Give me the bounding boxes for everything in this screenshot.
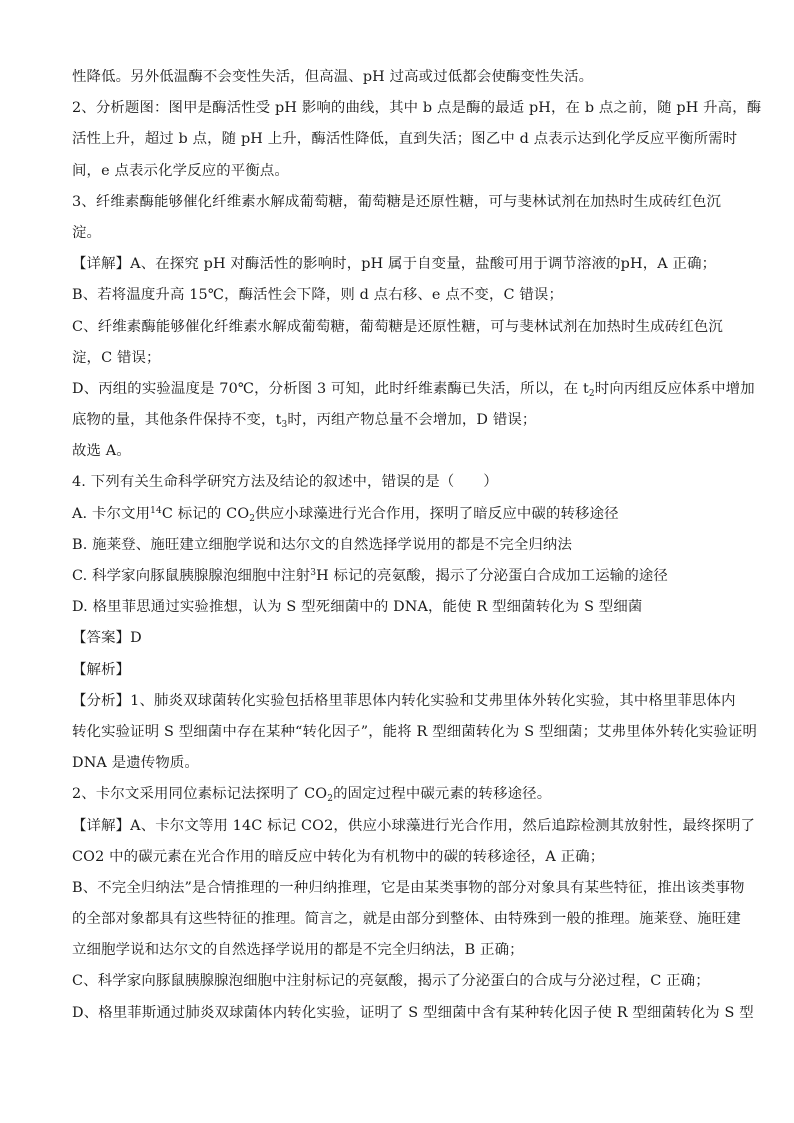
text-segment: 时，丙组产物总量不会增加，D 错误；: [287, 412, 537, 429]
text-segment: C. 科学家向豚鼠胰腺腺泡细胞中注射: [72, 568, 311, 584]
detail-c-line: C、科学家向豚鼠胰腺腺泡细胞中注射标记的亮氨酸，揭示了分泌蛋白的合成与分泌过程，C 正确；: [72, 973, 710, 990]
text-segment: 时向丙组反应体系中增加: [594, 380, 755, 397]
text-line: 2、分析题图：图甲是酶活性受 pH 影响的曲线，其中 b 点是酶的最适 pH，在 b 点之前，随 pH 升高，酶: [72, 100, 762, 117]
option-a: [72, 499, 732, 530]
text-line: 转化实验证明 S 型细菌中存在某种“转化因子”，能将 R 型细菌转化为 S 型细菌；艾弗里体外转化实验证明: [72, 723, 758, 740]
subscript: 3: [281, 420, 288, 431]
text-segment: D、丙组的实验温度是 70℃，分析图 3 可知，此时纤维素酶已失活，所以，在 t: [72, 380, 589, 397]
text-segment: 供应小球藻进行光合作用，探明了暗反应中碳的转移途径: [255, 505, 619, 522]
detail-b-line: B、若将温度升高 15℃，酶活性会下降，则 d 点右移、e 点不变，C 错误；: [72, 287, 563, 304]
answer-choice-line: 故选 A。: [72, 443, 131, 460]
detail-d-line: [72, 374, 755, 405]
text-segment: 2、卡尔文采用同位素标记法探明了 CO: [72, 786, 328, 803]
text-line: 立细胞学说和达尔文的自然选择学说用的都是不完全归纳法，B 正确；: [72, 942, 524, 959]
text-line: 活性上升，超过 b 点，随 pH 上升，酶活性降低，直到失活；图乙中 d 点表示达到化学反应平衡所需时: [72, 131, 738, 148]
text-segment: H 标记的亮氨酸，揭示了分泌蛋白合成加工运输的途径: [316, 568, 668, 584]
option-b: B. 施莱登、施旺建立细胞学说和达尔文的自然选择学说用的都是不完全归纳法: [72, 536, 573, 553]
detail-a-line: 【详解】A、在探究 pH 对酶活性的影响时，pH 属于自变量，盐酸可用于调节溶液的pH，A 正确；: [72, 256, 717, 273]
text-line: 性降低。另外低温酶不会变性失活，但高温、pH 过高或过低都会使酶变性失活。: [72, 69, 594, 85]
text-line: CO2 中的碳元素在光合作用的暗反应中转化为有机物中的碳的转移途径，A 正确；: [72, 848, 605, 865]
detail-a-line: 【详解】A、卡尔文等用 14C 标记 CO2，供应小球藻进行光合作用，然后追踪检测其放射性，最终探明了: [72, 817, 756, 834]
text-segment: 底物的量，其他条件保持不变，t: [72, 412, 282, 429]
subscript: 2: [249, 513, 256, 524]
text-line: 淀。: [72, 224, 102, 241]
text-line: 【分析】1、肺炎双球菌转化实验包括格里菲思体内转化实验和艾弗里体外转化实验，其中格里菲思体内: [72, 692, 736, 709]
superscript: 14: [150, 505, 162, 516]
text-line: 间，e 点表示化学反应的平衡点。: [72, 162, 289, 179]
text-line: 的全部对象都具有这些特征的推理。简言之，就是由部分到整体、由特殊到一般的推理。施莱登、施旺建: [72, 911, 741, 928]
subscript: 2: [588, 388, 595, 399]
question-stem: 4. 下列有关生命科学研究方法及结论的叙述中，错误的是（ ）: [72, 474, 498, 491]
superscript: 3: [310, 568, 317, 578]
option-c: [72, 561, 732, 592]
option-d: D. 格里菲思通过实验推想，认为 S 型死细菌中的 DNA，能使 R 型细菌转化为 S 型细菌: [72, 599, 643, 616]
text-line: [72, 779, 732, 810]
detail-b-line: B、不完全归纳法”是合情推理的一种归纳推理，它是由某类事物的部分对象具有某些特征，推出该类事物: [72, 879, 745, 896]
text-segment: 的固定过程中碳元素的转移途径。: [333, 786, 552, 803]
text-segment: C 标记的 CO: [161, 505, 250, 522]
analysis-label: 【解析】: [72, 661, 131, 678]
text-line: DNA 是遗传物质。: [72, 755, 199, 772]
text-line: 淀，C 错误；: [72, 349, 161, 366]
subscript: 2: [327, 794, 334, 805]
text-line: [72, 405, 732, 436]
text-segment: A. 卡尔文用: [72, 505, 151, 522]
detail-d-line: D、格里菲斯通过肺炎双球菌体内转化实验，证明了 S 型细菌中含有某种转化因子使 R 型细菌转化为 S 型: [72, 1004, 754, 1021]
document-page: [72, 62, 762, 1029]
text-line: 3、纤维素酶能够催化纤维素水解成葡萄糖，葡萄糖是还原性糖，可与斐林试剂在加热时生成砖红色沉: [72, 193, 722, 210]
detail-c-line: C、纤维素酶能够催化纤维素水解成葡萄糖，葡萄糖是还原性糖，可与斐林试剂在加热时生成砖红色沉: [72, 318, 723, 335]
answer-label: 【答案】D: [72, 630, 142, 647]
